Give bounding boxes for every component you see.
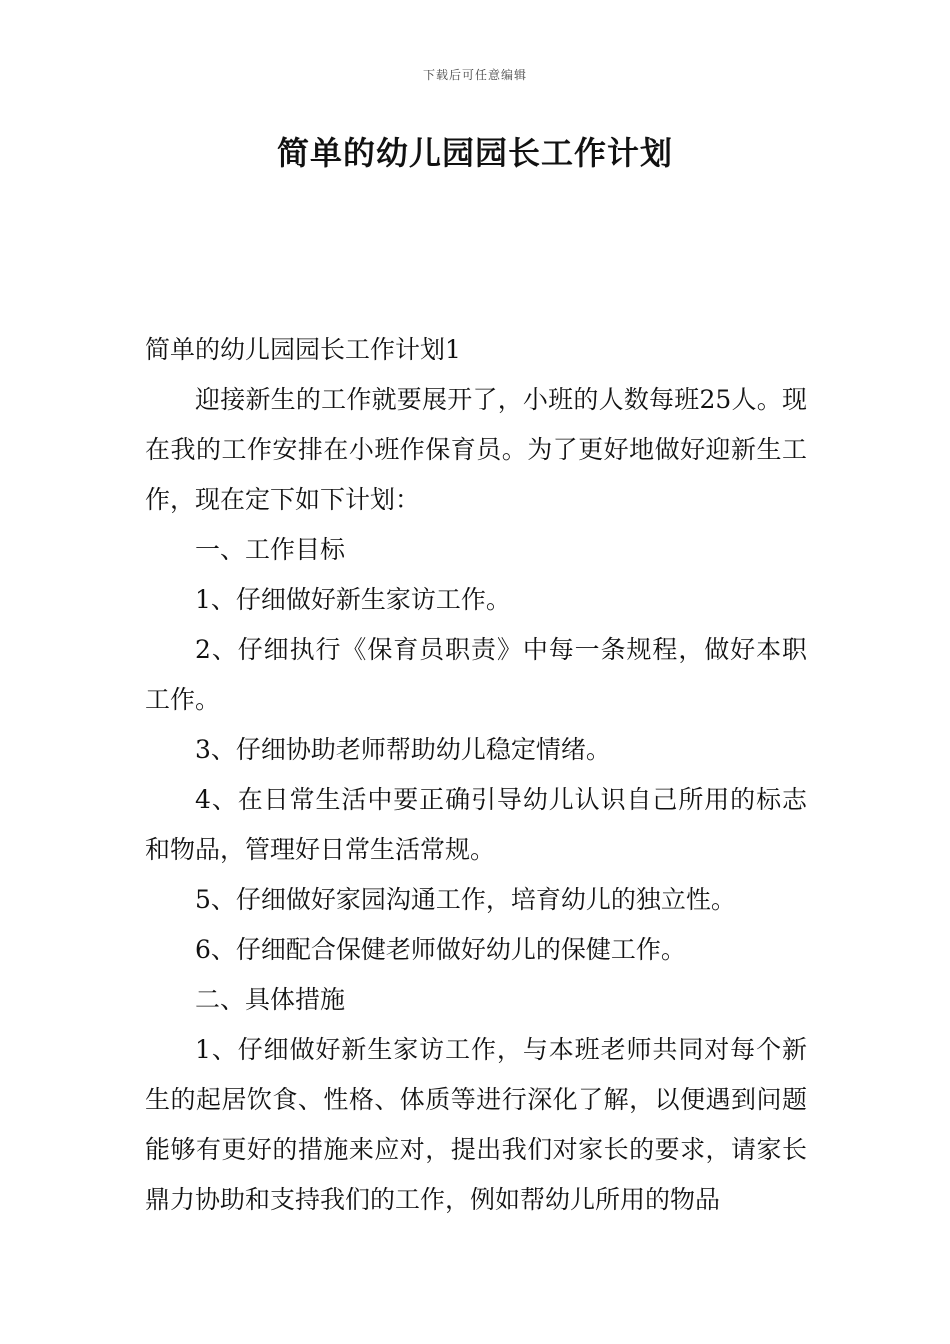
header-note: 下载后可任意编辑 [422,68,527,82]
document-title: 简单的幼儿园园长工作计划 [276,134,673,172]
heading-work-goals: 一、工作目标 [195,535,346,564]
goal-item-1: 1、仔细做好新生家访工作。 [195,585,511,614]
goal-item-5: 5、仔细做好家园沟通工作，培育幼儿的独立性。 [195,885,736,914]
goal-item-6: 6、仔细配合保健老师做好幼儿的保健工作。 [195,935,686,964]
goal-item-3: 3、仔细协助老师帮助幼儿稳定情绪。 [195,735,611,764]
goal-item-4: 4、在日常生活中要正确引导幼儿认识自己所用的标志和物品，管理好日常生活常规。 [145,785,807,864]
paragraph-intro: 迎接新生的工作就要展开了，小班的人数每班25人。现在我的工作安排在小班作保育员。为了更好地做好迎新生工作，现在定下如下计划： [145,385,807,514]
measure-item-1: 1、仔细做好新生家访工作，与本班老师共同对每个新生的起居饮食、性格、体质等进行深化了解，以便遇到问题能够有更好的措施来应对，提出我们对家长的要求，请家长鼎力协助和支持我们的工作，例如帮幼儿所用的物品 [145,1035,807,1214]
section-heading: 简单的幼儿园园长工作计划1 [145,335,461,364]
heading-specific-measures: 二、具体措施 [195,985,346,1014]
goal-item-2: 2、仔细执行《保育员职责》中每一条规程，做好本职工作。 [145,635,807,714]
document-body [145,325,807,1225]
